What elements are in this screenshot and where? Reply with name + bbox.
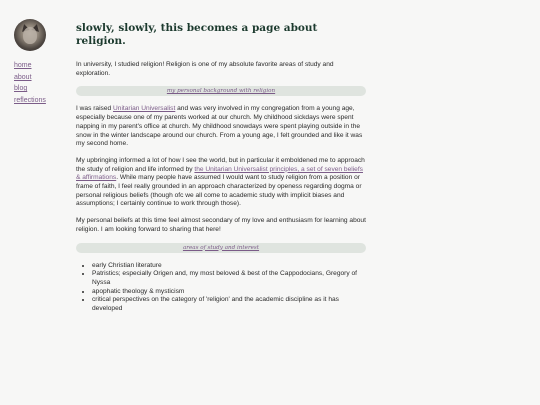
list-item: • Patristics; especially Origen and, my most beloved & best of the Cappodocians, Gregory of Nyssa (92, 270, 366, 287)
list-item: • critical perspectives on the category of 'religion' and the academic discipline as it has developed (92, 296, 366, 313)
nav-link-about[interactable]: about (14, 73, 32, 81)
study-interest-list (76, 262, 366, 314)
page-title: slowly, slowly, this becomes a page about religion. (76, 22, 318, 47)
unitarian-universalist-link[interactable]: Unitarian Universalist (113, 105, 176, 113)
section-banner-background[interactable]: my personal background with religion (76, 86, 366, 96)
background-paragraph-1 (76, 105, 366, 149)
main-content (76, 22, 366, 314)
background-paragraph-2 (76, 157, 366, 209)
site-nav (14, 60, 64, 106)
text-span: My upbringing informed a lot of how I see the world, but in particular it emboldened me to approach the study of religion and life informed by (76, 156, 365, 173)
uu-principles-link[interactable]: the Unitarian Universalist principles, a set of seven beliefs & affirmations (76, 165, 363, 182)
nav-link-blog[interactable]: blog (14, 85, 28, 92)
text-span: . While many people have assumed I would want to study religion from a position or frame of faith, I feel really grounded in an approach characterized by openess regarding dogma or personal religious beliefs (though ofc we all come to academic study with implicit biases and assumptions; I certainly continue to work through those). (76, 174, 362, 208)
avatar (14, 19, 46, 51)
list-item: • early Christian literature (92, 262, 366, 271)
nav-link-reflections[interactable]: reflections (14, 96, 46, 104)
intro-paragraph: In university, I studied religion! Religion is one of my absolute favorite areas of study and exploration. (76, 61, 334, 77)
section-banner-study[interactable]: areas of study and interest (76, 243, 366, 253)
sidebar (14, 19, 64, 106)
background-paragraph-3: My personal beliefs at this time feel almost secondary of my love and enthusiasm for learning about religion. I am looking forward to sharing that here! (76, 217, 366, 233)
text-span: I was raised (76, 105, 114, 113)
avatar-face (23, 27, 37, 44)
nav-link-home[interactable]: home (14, 62, 32, 69)
text-span: and was very involved in my congregation from a young age, especially because one of my parents worked at our church. My childhood sickdays were spent napping in my parent's office at church. My childhood snowdays were spent playing outside in the snow in the winter landscape around our church. From a young age, I felt grounded and like it was my second home. (76, 105, 363, 148)
list-item: • apophatic theology & mysticism (92, 288, 366, 297)
